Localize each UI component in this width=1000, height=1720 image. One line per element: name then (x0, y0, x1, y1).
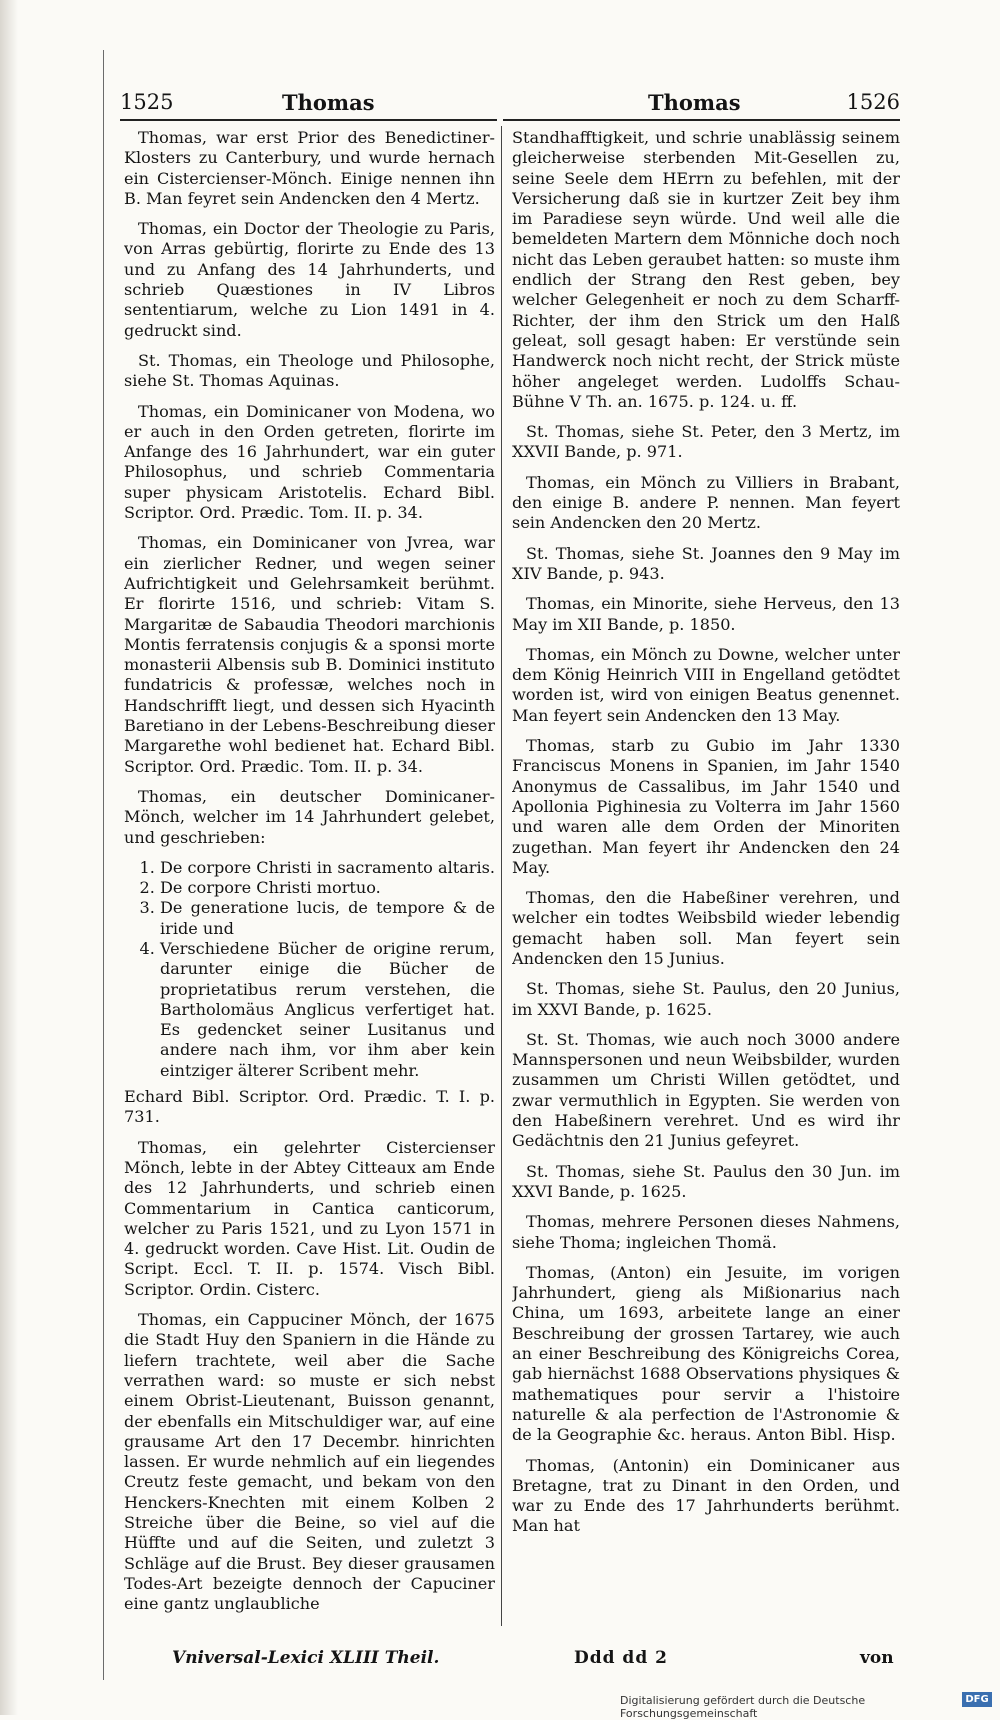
entry-paragraph: Thomas, ein Cappuciner Mönch, der 1675 die Stadt Huy den Spaniern in die Hände zu liefern trachtete, weil aber die Sache verrathen ward: so muste er sich nebst einem Obrist-Lieutenant, Buisson genannt, der ebenfalls ein Mitschuldiger war, auf eine grausame Art den 17 Decembr. hinrichten lassen. Er wurde nehmlich auf ein liegendes Creutz feste gemacht, und bekam von den Henckers-Knechten mit einem Kolben 2 Streiche über die Beine, so viel auf die Hüffte und auf die Seiten, und zuletzt 3 Schläge auf die Brust. Bey dieser grausamen Todes-Art bezeigte dennoch der Capuciner eine gantz unglaubliche (124, 1310, 495, 1614)
entry-paragraph: St. Thomas, siehe St. Joannes den 9 May im XIV Bande, p. 943. (512, 543, 900, 583)
entry-paragraph: Thomas, den die Habeßiner verehren, und welcher ein todtes Weibsbild wieder lebendig gemacht haben soll. Man feyert sein Andencken den 15 Junius. (512, 888, 900, 968)
dfg-logo-icon: DFG (962, 1692, 992, 1707)
entry-paragraph: Thomas, starb zu Gubio im Jahr 1330 Franciscus Monens in Spanien, im Jahr 1540 Anonymus de Cassalibus, im Jahr 1540 und Apollonia Pighinesia zu Volterra im Jahr 1560 und waren alle dem Orden der Minoriten zugethan. Man feyert ihr Andencken den 24 May. (512, 736, 900, 877)
entry-paragraph: St. Thomas, siehe St. Peter, den 3 Mertz, im XXVII Bande, p. 971. (512, 422, 900, 462)
left-page-number: 1525 (120, 90, 174, 114)
entry-paragraph: Thomas, (Anton) ein Jesuite, im vorigen Jahrhundert, gieng als Mißionarius nach China, um 1693, arbeitete lange an einer Beschreibung der grossen Tartarey, wie auch an einer Beschreibung des Königreichs Corea, gab hiernächst 1688 Observations physiques & mathematiques pour servir a l'histoire naturelle & ala perfection de l'Astronomie & de la Geographie &c. heraus. Anton Bibl. Hisp. (512, 1262, 900, 1445)
entry-paragraph: Thomas, ein Dominicaner von Jvrea, war ein zierlicher Redner, und wegen seiner Aufrichtigkeit und Gelehrsamkeit berühmt. Er florirte 1516, und schrieb: Vitam S. Margaritæ de Sabaudia Theodori marchionis Montis ferratensis conjugis & a sponsi morte monasterii Albensis sub B. Dominici instituto fundatricis & professæ, welches noch in Handschrifft liegt, und dessen sich Hyacinth Baretiano in der Lebens-Beschreibung dieser Margarethe wohl bedienet hat. Echard Bibl. Scriptor. Ord. Prædic. Tom. II. p. 34. (124, 533, 495, 776)
header-rule-right (503, 119, 900, 121)
entry-paragraph: Thomas, ein Dominicaner von Modena, wo er auch in den Orden getreten, florirte im Anfange des 16 Jahrhundert, war ein guter Philosophus, und schrieb Commentaria super physicam Aristotelis. Echard Bibl. Scriptor. Ord. Prædic. Tom. II. p. 34. (124, 401, 495, 523)
right-page-number: 1526 (846, 90, 900, 114)
signature-left: Vniversal-Lexici XLIII Theil. (172, 1648, 440, 1668)
right-column (512, 128, 900, 1598)
entry-paragraph: Thomas, ein Mönch zu Downe, welcher unter dem König Heinrich VIII in Engelland getödtet worden ist, wird von einigen Beatus genennet. Man feyert sein Andencken den 13 May. (512, 644, 900, 725)
list-item: 2. De corpore Christi mortuo. (160, 878, 495, 898)
binding-shadow (0, 0, 18, 1715)
entry-paragraph: Thomas, ein gelehrter Cistercienser Mönch, lebte in der Abtey Citteaux am Ende des 12 Jahrhunderts, und schrieb einen Commentarium in Cantica canticorum, welcher zu Paris 1521, und zu Lyon 1571 in 4. gedruckt worden. Cave Hist. Lit. Oudin de Script. Eccl. T. II. p. 1574. Visch Bibl. Scriptor. Ordin. Cisterc. (124, 1137, 495, 1299)
signature-mark: Ddd dd 2 (574, 1648, 668, 1668)
entry-paragraph: Thomas, mehrere Personen dieses Nahmens, siehe Thoma; ingleichen Thomä. (512, 1212, 900, 1252)
left-column (124, 128, 495, 1643)
entry-paragraph: Thomas, ein Doctor der Theologie zu Paris, von Arras gebürtig, florirte zu Ende des 13 und zu Anfang des 14 Jahrhunderts, und schrieb Quæstiones in IV Libros sententiarum, welche zu Lion 1491 in 4. gedruckt sind. (124, 219, 495, 340)
entry-paragraph: St. St. Thomas, wie auch noch 3000 andere Mannspersonen und neun Weibsbilder, wurden zusammen um Christi Willen getödtet, und zwar vermuthlich in Egypten. Sie werden von den Habeßinern verehret. Und es wird ihr Gedächtnis den 21 Junius gefeyret. (512, 1029, 900, 1151)
entry-paragraph: Thomas, ein deutscher Dominicaner-Mönch, welcher im 14 Jahrhundert gelebet, und geschrieben: (124, 786, 495, 847)
entry-paragraph: St. Thomas, siehe St. Paulus den 30 Jun. im XXVI Bande, p. 1625. (512, 1161, 900, 1201)
entry-paragraph: Standhafftigkeit, und schrie unablässig seinem gleicherweise sterbenden Mit-Gesellen zu, seine Seele dem HErrn zu befehlen, mit der Versicherung daß sie in kurtzer Zeit bey ihm im Paradiese seyn würde. Und weil alle die bemeldeten Martern dem Mönniche doch noch nicht das Leben geraubet hatten: so muste ihm endlich der Strang den Rest geben, bey welcher Gelegenheit er noch zu dem Scharff-Richter, der ihm den Strick um den Halß geleat, soll gesagt haben: Er verstünde sein Handwerck noch nicht recht, der Strick müste höher angeleget werden. Ludolffs Schau-Bühne V Th. an. 1675. p. 124. u. ff. (512, 128, 900, 411)
entry-paragraph: St. Thomas, ein Theologe und Philosophe, siehe St. Thomas Aquinas. (124, 350, 495, 391)
left-running-title: Thomas (282, 90, 375, 115)
entry-paragraph: Thomas, ein Minorite, siehe Herveus, den 13 May im XII Bande, p. 1850. (512, 594, 900, 634)
list-item: 4. Verschiedene Bücher de origine rerum, darunter einige die Bücher de proprietatibus rerum verstehen, die Bartholomäus Anglicus verfertiget hat. Es gedencket seiner Lusitanus und andere nach ihm, vor ihm aber kein eintziger älterer Scribent mehr. (160, 939, 495, 1081)
digitization-note: Digitalisierung gefördert durch die Deutsche Forschungsgemeinschaft (620, 1694, 866, 1720)
right-running-title: Thomas (648, 90, 741, 115)
list-item: 1. De corpore Christi in sacramento altaris. (160, 858, 495, 878)
entry-paragraph: Thomas, ein Mönch zu Villiers in Brabant, den einige B. andere P. nennen. Man feyert sein Andencken den 20 Mertz. (512, 472, 900, 533)
list-item: 3. De generatione lucis, de tempore & de iride und (160, 898, 495, 939)
entry-paragraph: Thomas, (Antonin) ein Dominicaner aus Bretagne, trat zu Dinant in den Orden, und war zu Ende des 17 Jahrhunderts berühmt. Man hat (512, 1455, 900, 1536)
column-divider (501, 126, 502, 1626)
catchword: von (860, 1648, 894, 1668)
entry-paragraph: St. Thomas, siehe St. Paulus, den 20 Junius, im XXVI Bande, p. 1625. (512, 979, 900, 1019)
header-rule-left (120, 119, 497, 121)
running-header (120, 86, 900, 120)
reference-line: Echard Bibl. Scriptor. Ord. Prædic. T. I. p. 731. (124, 1087, 495, 1127)
work-list (124, 858, 495, 1081)
entry-paragraph: Thomas, war erst Prior des Benedictiner-Klosters zu Canterbury, und wurde hernach ein Cistercienser-Mönch. Einige nennen ihn B. Man feyret sein Andencken den 4 Mertz. (124, 128, 495, 208)
page-edge-line (103, 50, 104, 1680)
